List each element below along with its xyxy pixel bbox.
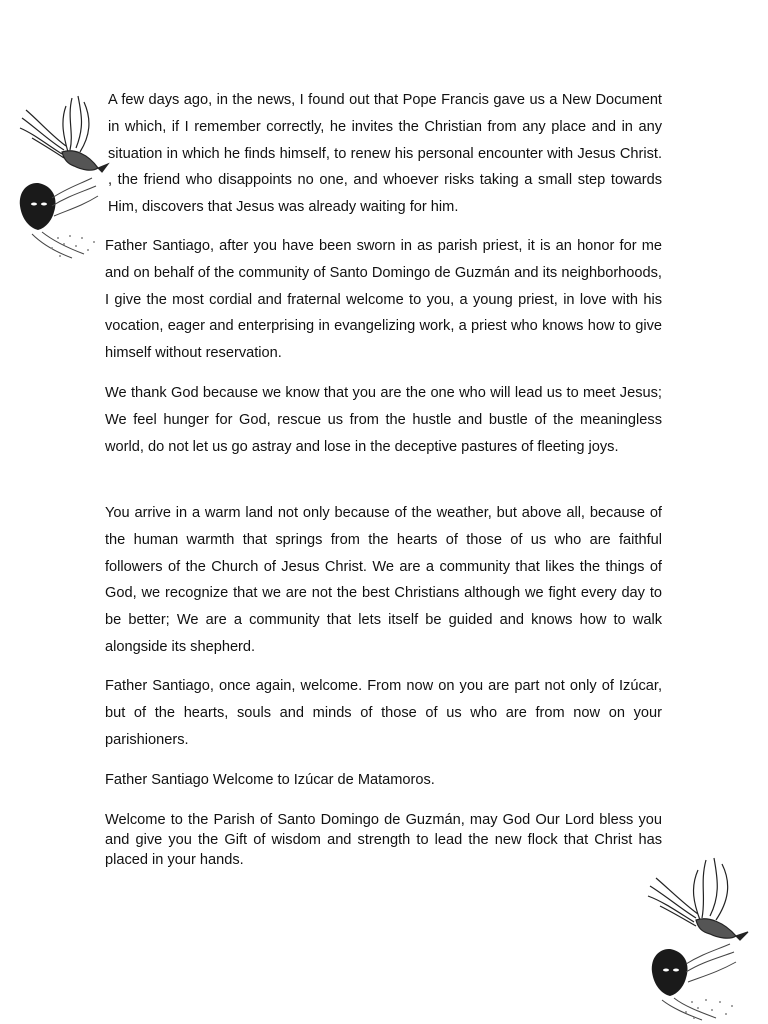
- paragraph-2: Father Santiago, after you have been sworn in as parish priest, it is an honor for me and on behalf of the community of Santo Domingo de Guzmán and its neighborhoods, I give the most cordial and fraternal welcome to you, a young priest, in love with his vocation, eager and enterprising in evangelizing work, a priest who knows how to give himself without reservation.: [105, 238, 662, 362]
- paragraph-6: Father Santiago Welcome to Izúcar de Matamoros.: [105, 772, 435, 788]
- paragraph-7: Welcome to the Parish of Santo Domingo de Guzmán, may God Our Lord bless you and give you the Gift of wisdom and strength to lead the new flock that Christ has placed in your hands.: [105, 812, 662, 868]
- paragraph-4: You arrive in a warm land not only because of the weather, but above all, because of the human warmth that springs from the hearts of those of us who are faithful followers of the Church of Jesus Christ. We are a community that likes the things of God, we recognize that we are not the best Christians although we fight every day to be better; We are a community that lets itself be guided and knows how to walk alongside its shepherd.: [105, 505, 662, 655]
- dove-christ-illustration-top: [12, 88, 112, 266]
- paragraph-5: Father Santiago, once again, welcome. From now on you are part not only of Izúcar, but of the hearts, souls and minds of those of us who are from now on your parishioners.: [105, 678, 662, 748]
- dove-christ-illustration-bottom: [636, 852, 754, 1024]
- paragraph-1: A few days ago, in the news, I found out that Pope Francis gave us a New Document in which, if I remember correctly, he invites the Christian from any place and in any situation in which he finds himself, to renew his personal encounter with Jesus Christ. , the friend who disappoints no one, and whoever risks taking a small step towards Him, discovers that Jesus was already waiting for him.: [108, 92, 662, 216]
- paragraph-3: We thank God because we know that you are the one who will lead us to meet Jesus; We feel hunger for God, rescue us from the hustle and bustle of the meaningless world, do not let us go astray and lose in the deceptive pastures of fleeting joys.: [105, 385, 662, 455]
